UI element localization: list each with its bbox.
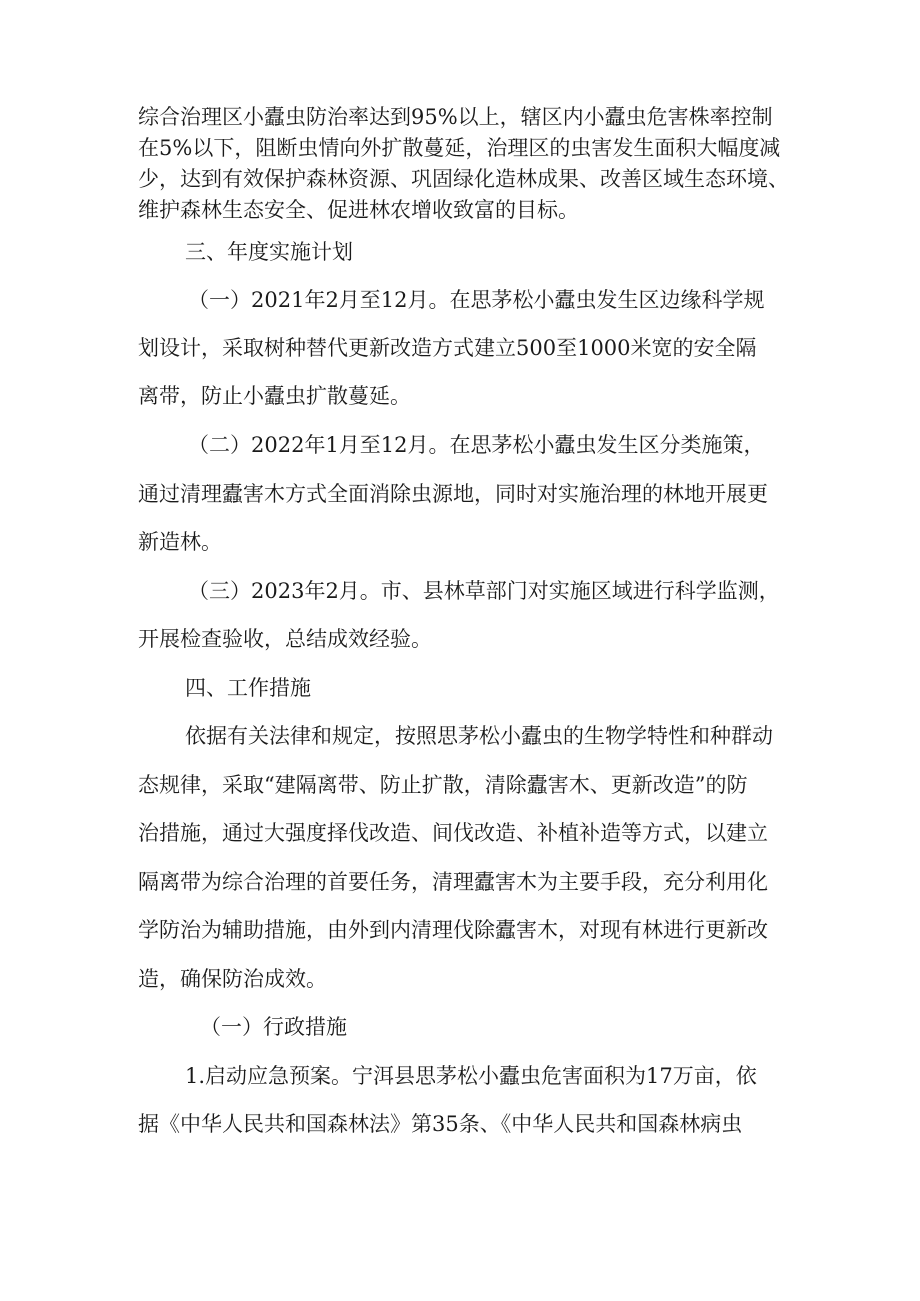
section-heading: 四、工作措施 bbox=[185, 676, 311, 700]
paragraph-start-line: （三）2023年2月。市、县林草部门对实施区域进行科学监测， bbox=[188, 579, 780, 603]
text-line: 划设计，采取树种替代更新改造方式建立500至1000米宽的安全隔 bbox=[138, 336, 757, 360]
text-line: 造，确保防治成效。 bbox=[138, 967, 327, 991]
text-line: 维护森林生态安全、促进林农增收致富的目标。 bbox=[138, 198, 579, 222]
text-line: 综合治理区小蠹虫防治率达到95%以上，辖区内小蠹虫危害株率控制 bbox=[138, 105, 773, 129]
paragraph-start-line: （二）2022年1月至12月。在思茅松小蠹虫发生区分类施策， bbox=[188, 433, 765, 457]
text-line: 学防治为辅助措施，由外到内清理伐除蠹害木，对现有林进行更新改 bbox=[138, 918, 768, 942]
text-line: 少，达到有效保护森林资源、巩固绿化造林成果、改善区域生态环境、 bbox=[138, 167, 789, 191]
text-line: 离带，防止小蠹虫扩散蔓延。 bbox=[138, 384, 411, 408]
text-line: 隔离带为综合治理的首要任务，清理蠹害木为主要手段，充分利用化 bbox=[138, 870, 768, 894]
paragraph-start-line: 1.启动应急预案。宁洱县思茅松小蠹虫危害面积为17万亩，依 bbox=[185, 1064, 757, 1088]
text-line: 新造林。 bbox=[138, 530, 222, 554]
paragraph-start-line: 依据有关法律和规定，按照思茅松小蠹虫的生物学特性和种群动 bbox=[185, 724, 773, 748]
section-heading: 三、年度实施计划 bbox=[185, 240, 353, 264]
text-line: 据《中华人民共和国森林法》第35条、《中华人民共和国森林病虫 bbox=[138, 1112, 743, 1136]
text-line: 态规律，采取“建隔离带、防止扩散，清除蠹害木、更新改造”的防 bbox=[138, 773, 748, 797]
text-line: 通过清理蠹害木方式全面消除虫源地，同时对实施治理的林地开展更 bbox=[138, 482, 768, 506]
text-line: 治措施，通过大强度择伐改造、间伐改造、补植补造等方式，以建立 bbox=[138, 821, 768, 845]
text-line: 开展检查验收，总结成效经验。 bbox=[138, 627, 432, 651]
text-line: 在5%以下，阻断虫情向外扩散蔓延，治理区的虫害发生面积大幅度减 bbox=[138, 136, 781, 160]
paragraph-start-line: （一）2021年2月至12月。在思茅松小蠹虫发生区边缘科学规 bbox=[188, 288, 765, 312]
subsection-heading: （一）行政措施 bbox=[200, 1015, 347, 1039]
